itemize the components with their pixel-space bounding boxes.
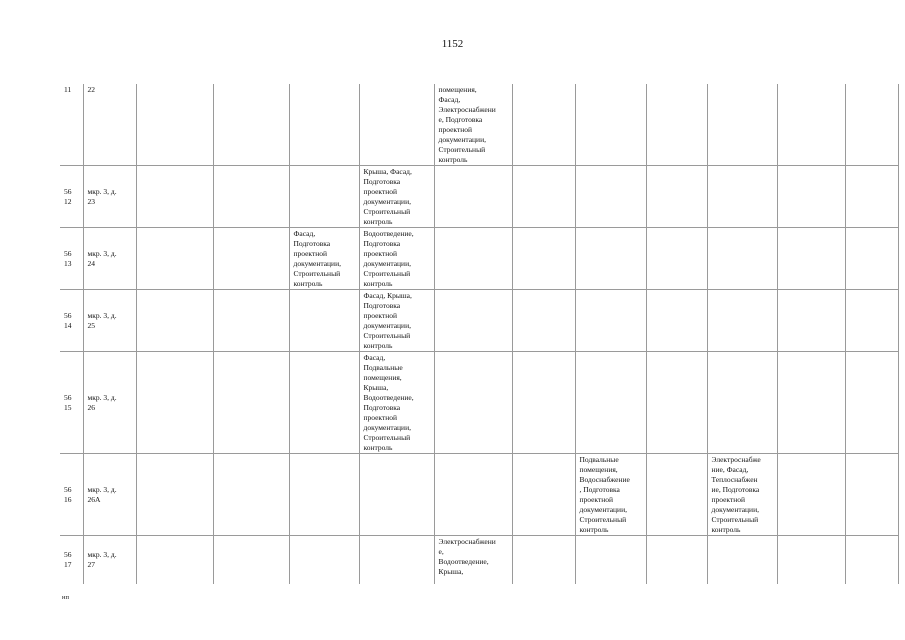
footer-mark: нп [62, 594, 69, 601]
address-cell [83, 454, 136, 536]
address-cell [83, 536, 136, 584]
row-number-cell [60, 454, 83, 536]
work-type-cell: Фасад, Подвальные помещения, Крыша, Водоотведение, Подготовка проектной документации, Строительный контроль [359, 352, 434, 454]
work-type-cell [512, 352, 575, 454]
work-type-cell [646, 228, 707, 290]
row-number-cell [60, 84, 83, 166]
work-type-cell [359, 84, 434, 166]
work-type-cell [136, 228, 213, 290]
work-type-cell [707, 84, 777, 166]
work-type-cell [213, 166, 289, 228]
row-number-cell [60, 290, 83, 352]
work-type-cell [434, 454, 512, 536]
row-number: 56 15 [64, 393, 72, 412]
work-type-cell: помещения, Фасад, Электроснабжени е, Подготовка проектной документации, Строительный контроль [434, 84, 512, 166]
address-text: мкр. 3, д. 23 [87, 187, 117, 206]
work-type-cell [707, 228, 777, 290]
row-number-cell [60, 352, 83, 454]
work-type-cell [289, 536, 359, 584]
row-number: 11 [64, 85, 72, 94]
table-row [60, 454, 898, 536]
address-text: мкр. 3, д. 26 [87, 393, 117, 412]
address-cell [83, 352, 136, 454]
work-type-cell [777, 290, 845, 352]
work-type-cell [213, 228, 289, 290]
row-number: 56 12 [64, 187, 72, 206]
work-type-cell: Подвальные помещения, Водоснабжение , Подготовка проектной документации, Строительный контроль [575, 454, 646, 536]
work-type-cell [707, 166, 777, 228]
work-type-cell [845, 454, 898, 536]
work-type-cell [512, 166, 575, 228]
work-type-cell: Электроснабже ние, Фасад, Теплоснабжен ие, Подготовка проектной документации, Строительный контроль [707, 454, 777, 536]
work-type-cell [707, 352, 777, 454]
work-type-cell: Водоотведение, Подготовка проектной документации, Строительный контроль [359, 228, 434, 290]
address-cell [83, 84, 136, 166]
work-type-cell [575, 166, 646, 228]
work-type-cell [777, 166, 845, 228]
work-type-cell [136, 454, 213, 536]
row-number-cell [60, 228, 83, 290]
work-type-cell [646, 166, 707, 228]
work-type-cell: Крыша, Фасад, Подготовка проектной документации, Строительный контроль [359, 166, 434, 228]
row-number: 56 16 [64, 485, 72, 504]
work-type-cell: Фасад, Подготовка проектной документации, Строительный контроль [289, 228, 359, 290]
work-type-cell [289, 352, 359, 454]
work-type-cell [359, 536, 434, 584]
table-row [60, 352, 898, 454]
row-number: 56 17 [64, 550, 72, 570]
work-type-cell [777, 84, 845, 166]
work-type-cell [646, 290, 707, 352]
work-type-cell [845, 290, 898, 352]
work-type-cell: Электроснабжени е, Водоотведение, Крыша, [434, 536, 512, 584]
address-cell [83, 228, 136, 290]
table-row [60, 536, 898, 584]
work-type-cell [646, 454, 707, 536]
table-row [60, 290, 898, 352]
row-number-cell [60, 166, 83, 228]
row-number-cell [60, 536, 83, 584]
work-type-cell [289, 166, 359, 228]
work-type-cell [136, 352, 213, 454]
work-type-cell [136, 536, 213, 584]
work-type-cell [845, 536, 898, 584]
table-row [60, 84, 898, 166]
work-type-cell [646, 352, 707, 454]
work-type-cell [512, 454, 575, 536]
work-type-cell [707, 536, 777, 584]
address-text: мкр. 3, д. 26А [87, 485, 117, 504]
work-type-cell [136, 290, 213, 352]
address-text: мкр. 3, д. 24 [87, 249, 117, 268]
table-row [60, 228, 898, 290]
work-type-cell [575, 228, 646, 290]
work-type-cell [434, 290, 512, 352]
work-type-cell [575, 84, 646, 166]
address-text: мкр. 3, д. 27 [87, 550, 117, 570]
work-type-cell [213, 536, 289, 584]
work-type-cell [777, 228, 845, 290]
work-type-cell [136, 84, 213, 166]
work-type-cell [845, 84, 898, 166]
work-type-cell [646, 536, 707, 584]
address-cell [83, 290, 136, 352]
work-type-cell [213, 454, 289, 536]
work-type-cell: Фасад, Крыша, Подготовка проектной документации, Строительный контроль [359, 290, 434, 352]
work-type-cell [289, 454, 359, 536]
work-type-cell [213, 84, 289, 166]
work-type-cell [512, 84, 575, 166]
row-number: 56 13 [64, 249, 72, 268]
address-text: мкр. 3, д. 25 [87, 311, 117, 330]
work-type-cell [777, 536, 845, 584]
address-text: 22 [87, 85, 95, 94]
work-type-cell [136, 166, 213, 228]
work-type-cell [777, 454, 845, 536]
repair-schedule-table [60, 84, 899, 584]
work-type-cell [845, 166, 898, 228]
work-type-cell [777, 352, 845, 454]
work-type-cell [845, 228, 898, 290]
work-type-cell [646, 84, 707, 166]
work-type-cell [434, 166, 512, 228]
work-type-cell [289, 290, 359, 352]
work-type-cell [707, 290, 777, 352]
work-type-cell [845, 352, 898, 454]
work-type-cell [434, 228, 512, 290]
work-type-cell [213, 352, 289, 454]
work-type-cell [512, 536, 575, 584]
work-type-cell [289, 84, 359, 166]
work-type-cell [575, 536, 646, 584]
work-type-cell [512, 290, 575, 352]
address-cell [83, 166, 136, 228]
work-type-cell [359, 454, 434, 536]
row-number: 56 14 [64, 311, 72, 330]
table-row [60, 166, 898, 228]
work-type-cell [213, 290, 289, 352]
work-type-cell [575, 290, 646, 352]
work-type-cell [434, 352, 512, 454]
work-type-cell [512, 228, 575, 290]
page-number: 1152 [441, 38, 464, 50]
work-type-cell [575, 352, 646, 454]
